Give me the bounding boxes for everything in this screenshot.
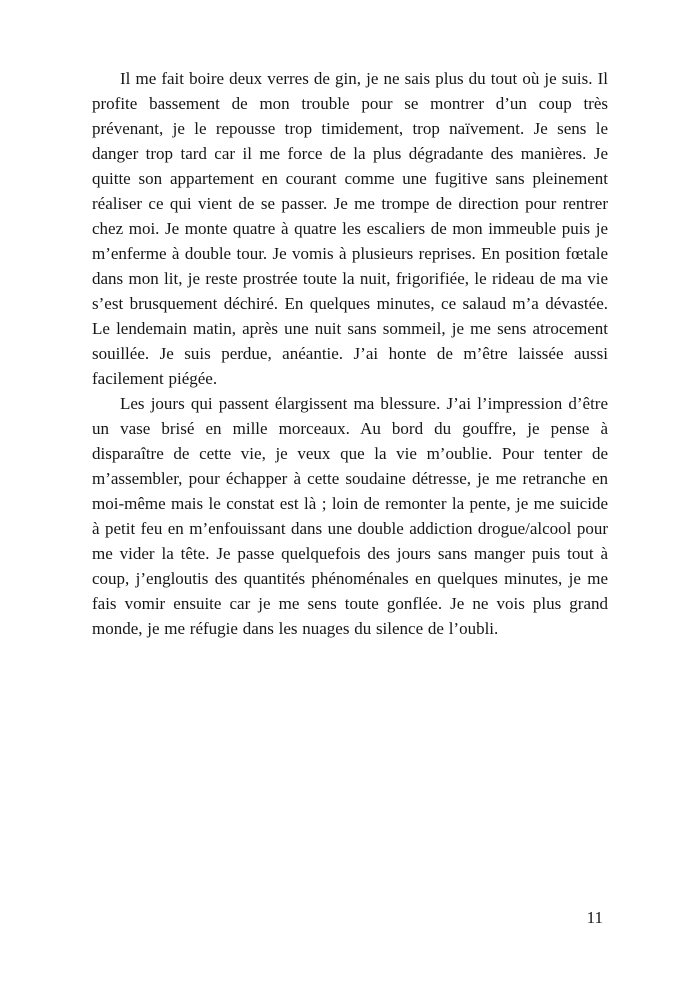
page-text: [92, 66, 608, 641]
body-paragraph: Les jours qui passent élargissent ma blessure. J’ai l’impression d’être un vase brisé en mille morceaux. Au bord du gouffre, je pense à disparaître de cette vie, je veux que la vie m’oublie. Pour tenter de m’assembler, pour échapper à cette soudaine détresse, je me retranche en moi-même mais le constat est là ; loin de remonter la pente, je me suicide à petit feu en m’enfouissant dans une double addiction drogue/alcool pour me vider la tête. Je passe quelquefois des jours sans manger puis tout à coup, j’engloutis des quantités phénoménales en quelques minutes, je me fais vomir ensuite car je me sens toute gonflée. Je ne vois plus grand monde, je me réfugie dans les nuages du silence de l’oubli.: [92, 394, 608, 638]
page-number: 11: [586, 908, 603, 927]
body-paragraph: Il me fait boire deux verres de gin, je ne sais plus du tout où je suis. Il profite bassement de mon trouble pour se montrer d’un coup très prévenant, je le repousse trop timidement, trop naïvement. Je sens le danger trop tard car il me force de la plus dégradante des manières. Je quitte son appartement en courant comme une fugitive sans pleinement réaliser ce qui vient de se passer. Je me trompe de direction pour rentrer chez moi. Je monte quatre à quatre les escaliers de mon immeuble puis je m’enferme à double tour. Je vomis à plusieurs reprises. En position fœtale dans mon lit, je reste prostrée toute la nuit, frigorifiée, le rideau de ma vie s’est brusquement déchiré. En quelques minutes, ce salaud m’a dévastée. Le lendemain matin, après une nuit sans sommeil, je me sens atrocement souillée. Je suis perdue, anéantie. J’ai honte de m’être laissée aussi facilement piégée.: [92, 69, 608, 388]
